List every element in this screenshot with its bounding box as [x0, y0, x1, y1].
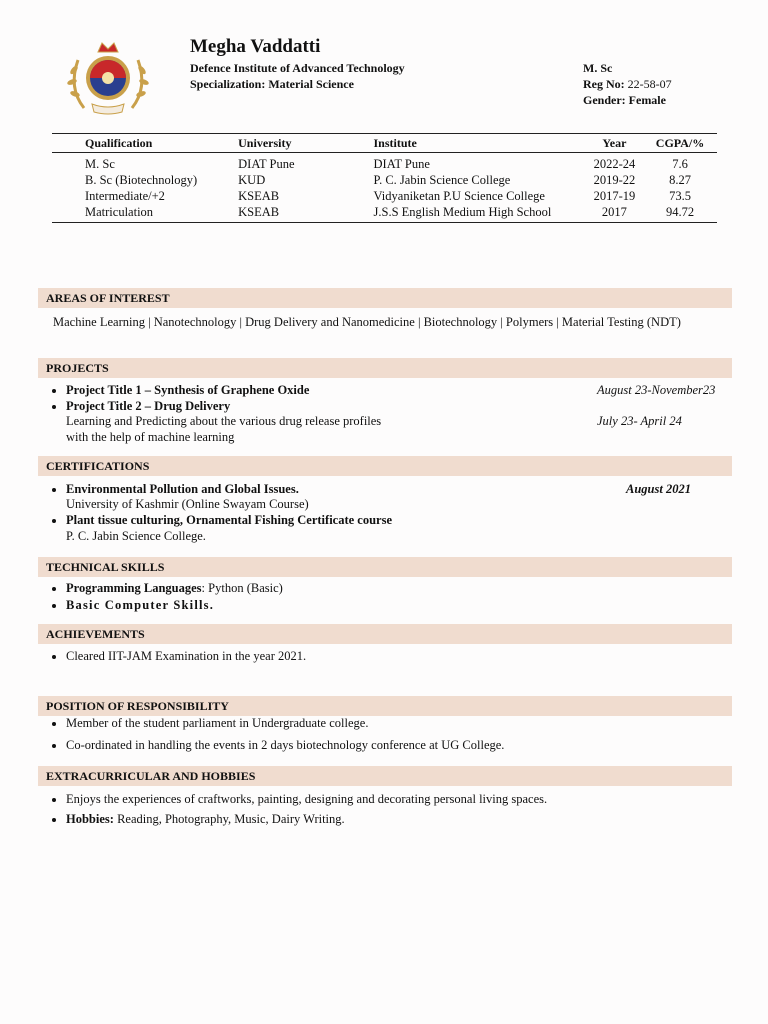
responsibility-2: Co-ordinated in handling the events in 2 days biotechnology conference at UG College. — [66, 738, 505, 752]
project-1-title: Project Title 1 – Synthesis of Graphene Oxide — [66, 383, 310, 397]
university-cell: KSEAB — [238, 205, 280, 219]
score-cell: 73.5 — [669, 189, 691, 203]
candidate-name: Megha Vaddatti — [190, 36, 321, 57]
degree: M. Sc — [583, 61, 613, 75]
reg-number — [583, 77, 672, 92]
section-position-of-responsibility — [38, 696, 732, 716]
cert-1-date: August 2021 — [626, 482, 691, 496]
university-cell: KUD — [238, 173, 266, 187]
table-row — [52, 204, 717, 223]
column-header: University — [238, 134, 373, 153]
section-title: PROJECTS — [46, 361, 109, 375]
column-header: Year — [576, 134, 643, 153]
cert-2-org: P. C. Jabin Science College. — [66, 529, 206, 543]
section-areas-of-interest — [38, 288, 732, 308]
table-header-row — [52, 134, 717, 153]
hobby-1: Enjoys the experiences of craftworks, painting, designing and decorating personal living spaces. — [66, 792, 548, 806]
project-2-title: Project Title 2 – Drug Delivery — [66, 399, 231, 413]
year-cell: 2017 — [601, 205, 627, 219]
reg-value: 22-58-07 — [627, 77, 672, 91]
skill-1-value: : Python (Basic) — [201, 581, 283, 595]
institute-cell: Vidyaniketan P.U Science College — [373, 189, 545, 203]
score-cell: 7.6 — [672, 157, 688, 171]
interest-text: Machine Learning | Nanotechnology | Drug Delivery and Nanomedicine | Biotechnology | Polymers | Material Testing (NDT) — [53, 315, 681, 329]
section-technical-skills — [38, 557, 732, 577]
education-table — [52, 133, 717, 223]
qualification-cell: Intermediate/+2 — [85, 189, 165, 203]
year-cell: 2022-24 — [593, 157, 636, 171]
hobby-2 — [66, 812, 345, 828]
qualification-cell: M. Sc — [85, 157, 115, 171]
project-2-desc-line1: Learning and Predicting about the various drug release profiles — [66, 414, 382, 428]
table-row — [52, 153, 717, 173]
institute-cell: DIAT Pune — [373, 157, 430, 171]
institute-cell: P. C. Jabin Science College — [373, 173, 511, 187]
section-extracurricular-hobbies — [38, 766, 732, 786]
section-title: AREAS OF INTEREST — [46, 291, 170, 305]
skill-2: Basic Computer Skills. — [66, 598, 215, 612]
section-certifications — [38, 456, 732, 476]
institute-cell: J.S.S English Medium High School — [373, 205, 552, 219]
score-cell: 8.27 — [669, 173, 691, 187]
section-title: POSITION OF RESPONSIBILITY — [46, 699, 229, 713]
specialization: Specialization: Material Science — [190, 77, 354, 91]
qualification-cell: B. Sc (Biotechnology) — [85, 173, 198, 187]
institute-logo — [62, 38, 154, 118]
section-title: ACHIEVEMENTS — [46, 627, 145, 641]
section-title: CERTIFICATIONS — [46, 459, 150, 473]
responsibility-1: Member of the student parliament in Undergraduate college. — [66, 716, 369, 730]
cert-1-org: University of Kashmir (Online Swayam Course) — [66, 497, 309, 511]
institute-emblem-icon — [62, 38, 154, 118]
hobby-2-value: Reading, Photography, Music, Dairy Writing. — [113, 812, 345, 826]
section-title: EXTRACURRICULAR AND HOBBIES — [46, 769, 256, 783]
qualification-cell: Matriculation — [85, 205, 154, 219]
column-header: Institute — [374, 134, 576, 153]
year-cell: 2017-19 — [593, 189, 636, 203]
project-2-date: July 23- April 24 — [597, 414, 682, 428]
project-2-desc-line2: with the help of machine learning — [66, 430, 235, 444]
section-achievements — [38, 624, 732, 644]
skill-1 — [66, 581, 283, 597]
column-header: CGPA/% — [643, 134, 717, 153]
project-1-date: August 23-November23 — [597, 383, 716, 397]
gender: Gender: Female — [583, 93, 666, 107]
score-cell: 94.72 — [665, 205, 695, 219]
section-projects — [38, 358, 732, 378]
year-cell: 2019-22 — [593, 173, 636, 187]
hobby-2-label: Hobbies: — [66, 812, 114, 826]
table-row — [52, 172, 717, 188]
institute-name: Defence Institute of Advanced Technology — [190, 61, 405, 75]
reg-label: Reg No: — [583, 77, 625, 91]
section-title: TECHNICAL SKILLS — [46, 560, 165, 574]
university-cell: KSEAB — [238, 189, 280, 203]
achievement-1: Cleared IIT-JAM Examination in the year 2021. — [66, 649, 307, 663]
cert-1-title: Environmental Pollution and Global Issues. — [66, 482, 299, 496]
cert-2-title: Plant tissue culturing, Ornamental Fishing Certificate course — [66, 513, 393, 527]
skill-1-label: Programming Languages — [66, 581, 202, 595]
university-cell: DIAT Pune — [238, 157, 295, 171]
column-header: Qualification — [52, 134, 238, 153]
table-row — [52, 188, 717, 204]
